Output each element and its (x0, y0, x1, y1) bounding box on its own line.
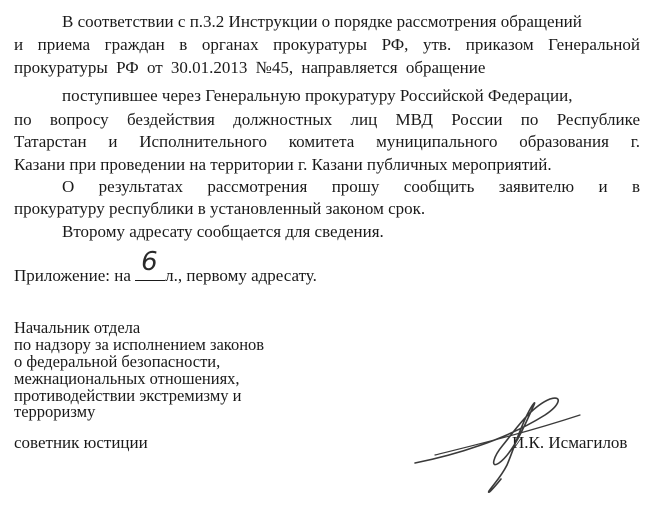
signatory-title-line-1: Начальник отдела (14, 318, 141, 337)
paragraph-2-line-1: О результатах рассмотрения прошу сообщить заявителю и в (62, 177, 640, 196)
paragraph-2-line-2: прокуратуру республики в установленный законом срок. (14, 199, 426, 218)
signatory-title-line-6: терроризму (14, 402, 96, 421)
paragraph-1-line-6: Татарстан и Исполнительного комитета муниципального образования г. (14, 132, 640, 151)
signatory-title-line-4: межнациональных отношениях, (14, 369, 240, 388)
paragraph-3-line-1: Второму адресату сообщается для сведения. (62, 222, 384, 241)
signature-graphic (395, 385, 595, 505)
attachment-prefix: Приложение: на (14, 266, 131, 285)
paragraph-1-line-4: поступившее через Генеральную прокуратуру Российской Федерации, (62, 86, 573, 105)
paragraph-1-line-3: прокуратуры РФ от 30.01.2013 №45, направляется обращение (14, 58, 486, 77)
attachment-pages-handwritten: 6 (141, 247, 158, 277)
paragraph-1-line-5: по вопросу бездействия должностных лиц МВД России по Республике (14, 110, 640, 129)
signatory-title-line-5: противодействии экстремизму и (14, 386, 242, 405)
signatory-title-line-2: по надзору за исполнением законов (14, 335, 265, 354)
signatory-title-line-3: о федеральной безопасности, (14, 352, 221, 371)
signatory-rank: советник юстиции (14, 433, 148, 452)
attachment-pages-blank (135, 247, 165, 281)
paragraph-1-line-7: Казани при проведении на территории г. Казани публичных мероприятий. (14, 155, 552, 174)
signatory-name: И.К. Исмагилов (512, 433, 628, 452)
paragraph-1-line-2: и приема граждан в органах прокуратуры РФ, утв. приказом Генеральной (14, 35, 640, 54)
attachment-suffix: л., первому адресату. (165, 266, 317, 285)
attachment-line (14, 247, 640, 286)
paragraph-1-line-1: В соответствии с п.3.2 Инструкции о порядке рассмотрения обращений (62, 12, 582, 31)
